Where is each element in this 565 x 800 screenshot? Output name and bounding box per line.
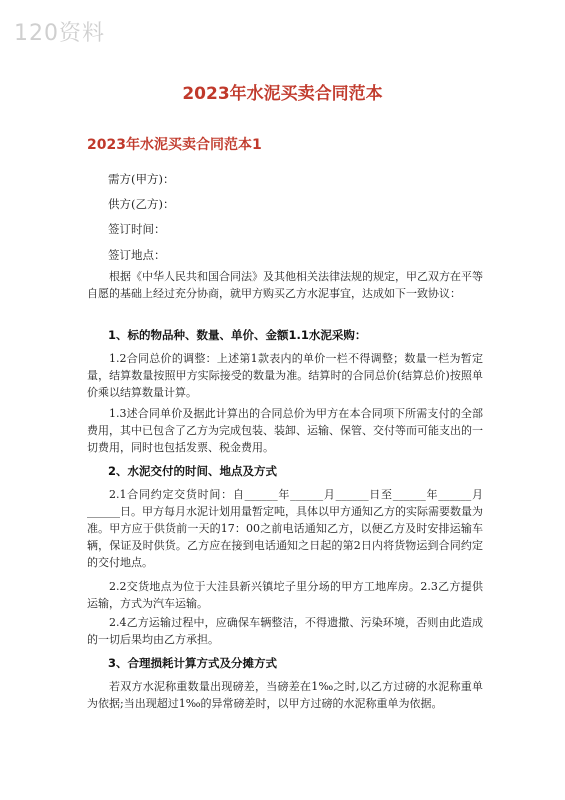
section1-paragraph-1: 1.2合同总价的调整：上述第1款表内的单价一栏不得调整；数量一栏为暂定量，结算数量按照甲方实际接受的数量为准。结算时的合同总价(结算总价)按照单价乘以结算数量计算。 <box>87 352 483 399</box>
watermark-logo: 120资料 <box>14 21 105 46</box>
sign-place-field: 签订地点： <box>108 248 166 262</box>
intro-paragraph: 根据《中华人民共和国合同法》及其他相关法律法规的规定，甲乙双方在平等自愿的基础上经过充分协商，就甲方购买乙方水泥事宜，达成如下一致协议： <box>87 270 483 300</box>
section2-heading: 2、水泥交付的时间、地点及方式 <box>108 464 277 478</box>
buyer-field: 需方(甲方)： <box>108 172 175 186</box>
section3-heading: 3、合理损耗计算方式及分摊方式 <box>108 656 277 670</box>
section2-paragraph-3: 2.4乙方运输过程中，应确保车辆整洁，不得遗撒、污染环境，否则由此造成的一切后果均由乙方承担。 <box>87 616 483 646</box>
document-subtitle: 2023年水泥买卖合同范本1 <box>87 137 262 153</box>
section2-paragraph-2: 2.2交货地点为位于大洼县新兴镇坨子里分场的甲方工地库房。2.3乙方提供运输，方式为汽车运输。 <box>87 580 483 610</box>
section2-paragraph-1: 2.1合同约定交货时间：自______年______月______日至______年______月______日。甲方每月水泥计划用量暂定吨，具体以甲方通知乙方的实际需要数量为准。甲方应于供货前一天的17：00之前电话通知乙方，以便乙方及时安排运输车辆，保证及时供货。乙方应在接到电话通知之日起的第2日内将货物运到合同约定的交付地点。 <box>87 488 483 569</box>
seller-field: 供方(乙方)： <box>108 197 175 211</box>
sign-time-field: 签订时间： <box>108 222 166 236</box>
section3-paragraph-1: 若双方水泥称重数量出现磅差，当磅差在1‰之时,以乙方过磅的水泥称重单为依据;当出现超过1‰的异常磅差时，以甲方过磅的水泥称重单为依据。 <box>87 680 483 710</box>
document-title: 2023年水泥买卖合同范本 <box>182 84 383 104</box>
section1-paragraph-2: 1.3述合同单价及据此计算出的合同总价为甲方在本合同项下所需支付的全部费用，其中已包含了乙方为完成包装、装卸、运输、保管、交付等而可能支出的一切费用，同时也包括发票、税金费用。 <box>87 407 483 454</box>
section1-heading: 1、标的物品种、数量、单价、金额1.1水泥采购： <box>108 328 367 342</box>
